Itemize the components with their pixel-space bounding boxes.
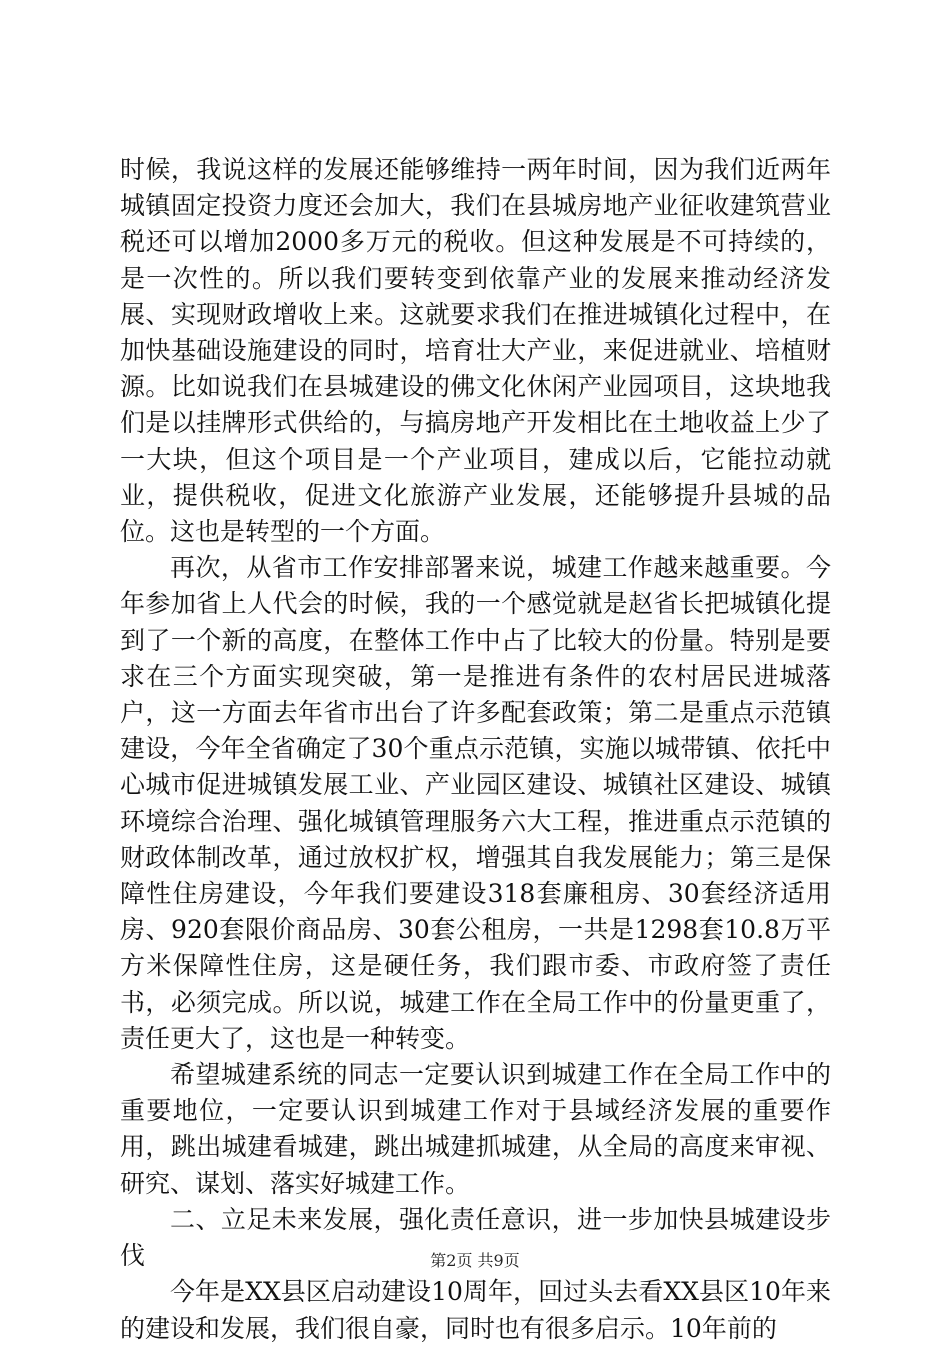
paragraph-4: 今年是XX县区启动建设10周年，回过头去看XX县区10年来的建设和发展，我们很自豪，同时也有很多启示。10年前的 xyxy=(120,1277,831,1343)
paragraph-1: 时候，我说这样的发展还能够维持一两年时间，因为我们近两年城镇固定投资力度还会加大，我们在县城房地产业征收建筑营业税还可以增加2000多万元的税收。但这种发展是不可持续的，是一次性的。所以我们要转变到依靠产业的发展来推动经济发展、实现财政增收上来。这就要求我们在推进城镇化过程中，在加快基础设施建设的同时，培育壮大产业，来促进就业、培植财源。比如说我们在县城建设的佛文化休闲产业园项目，这块地我们是以挂牌形式供给的，与搞房地产开发相比在土地收益上少了一大块，但这个项目是一个产业项目，建成以后，它能拉动就业，提供税收，促进文化旅游产业发展，还能够提升县城的品位。这也是转型的一个方面。 xyxy=(120,155,831,547)
paragraph-2: 再次，从省市工作安排部署来说，城建工作越来越重要。今年参加省上人代会的时候，我的一个感觉就是赵省长把城镇化提到了一个新的高度，在整体工作中占了比较大的份量。特别是要求在三个方面实现突破，第一是推进有条件的农村居民进城落户，这一方面去年省市出台了许多配套政策；第二是重点示范镇建设，今年全省确定了30个重点示范镇，实施以城带镇、依托中心城市促进城镇发展工业、产业园区建设、城镇社区建设、城镇环境综合治理、强化城镇管理服务六大工程，推进重点示范镇的财政体制改革，通过放权扩权，增强其自我发展能力；第三是保障性住房建设，今年我们要建设318套廉租房、30套经济适用房、920套限价商品房、30套公租房，一共是1298套10.8万平方米保障性住房，这是硬任务，我们跟市委、市政府签了责任书，必须完成。所以说，城建工作在全局工作中的份量更重了，责任更大了，这也是一种转变。 xyxy=(120,553,831,1053)
document-body xyxy=(120,152,831,1347)
section-heading-2: 二、立足未来发展，强化责任意识，进一步加快县城建设步伐 xyxy=(120,1204,831,1271)
paragraph-3: 希望城建系统的同志一定要认识到城建工作在全局工作中的重要地位，一定要认识到城建工作对于县域经济发展的重要作用，跳出城建看城建，跳出城建抓城建，从全局的高度来审视、研究、谋划、落实好城建工作。 xyxy=(120,1060,831,1198)
page-footer: 第2页 共9页 xyxy=(430,1251,520,1270)
